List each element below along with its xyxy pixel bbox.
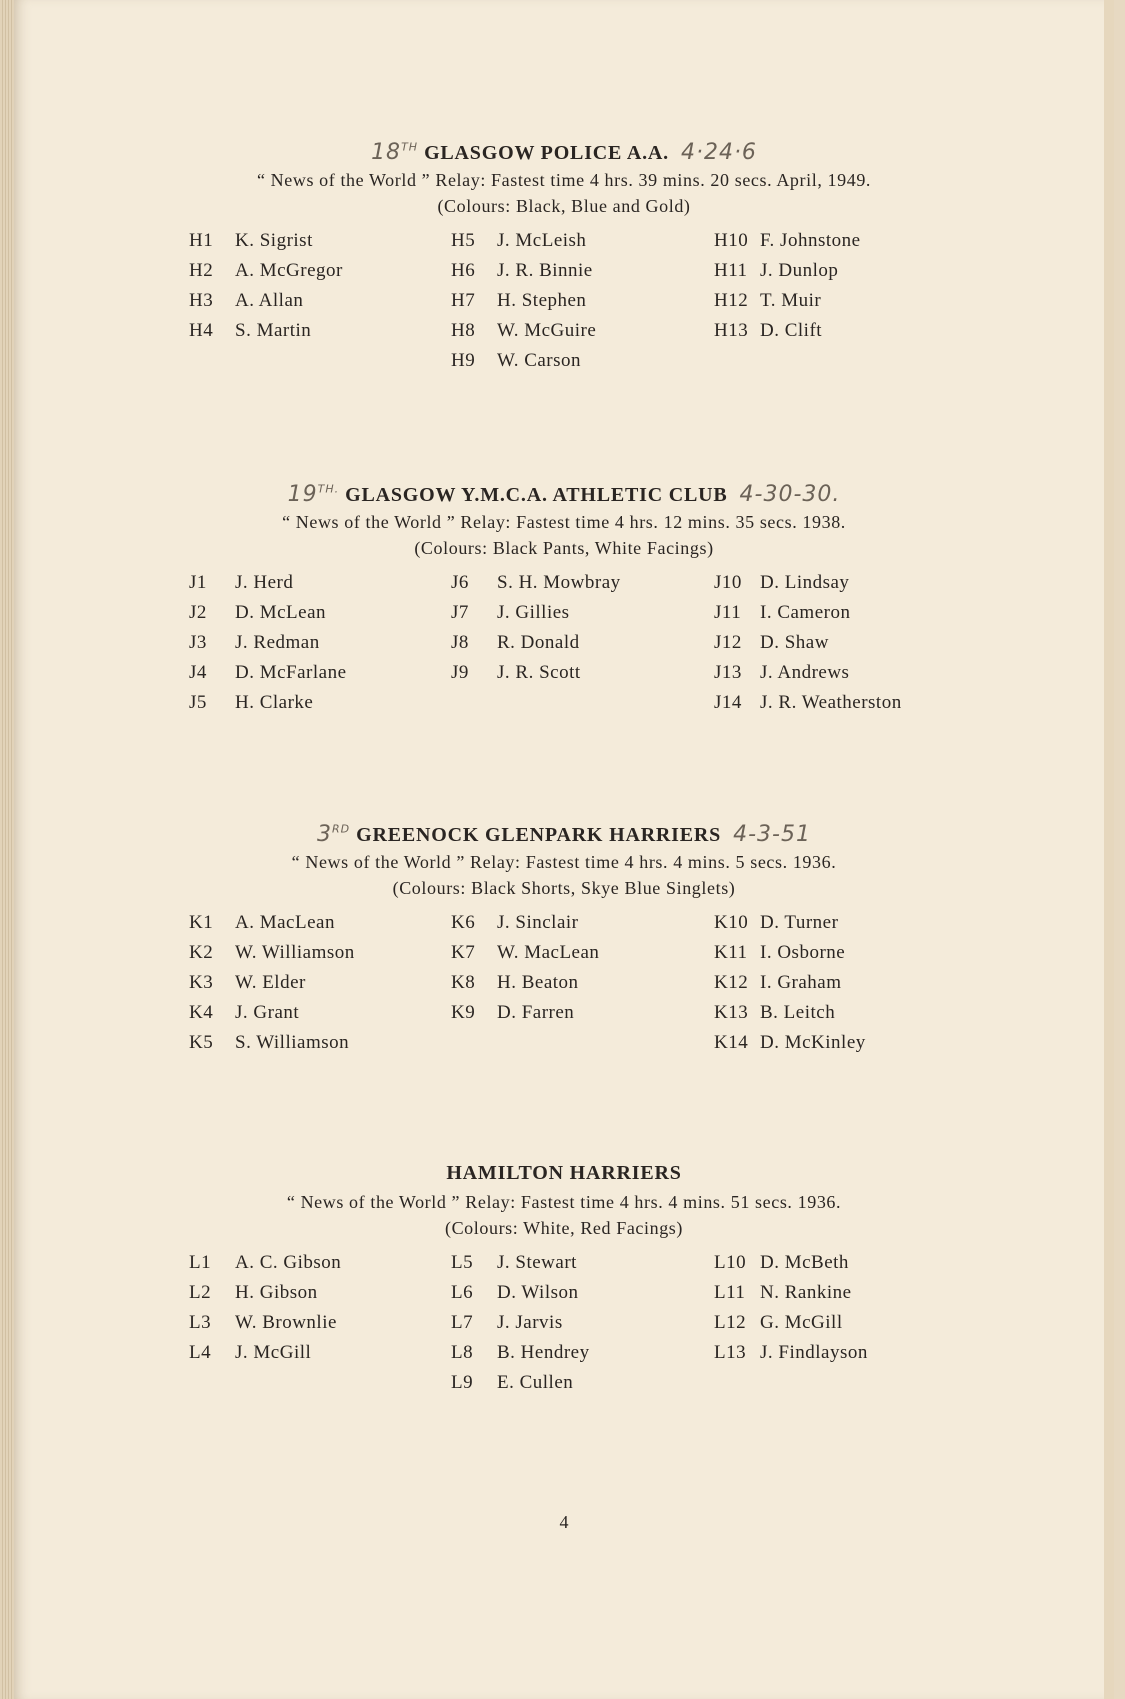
runner-number: K13 bbox=[714, 1002, 749, 1023]
runner-column bbox=[189, 1248, 341, 1368]
runner-name: H. Beaton bbox=[497, 972, 579, 993]
runner-number: K3 bbox=[189, 972, 214, 993]
runner-entry bbox=[451, 908, 599, 938]
runner-number: H11 bbox=[714, 260, 748, 281]
runner-column bbox=[714, 1248, 868, 1368]
club-colours: (Colours: Black Pants, White Facings) bbox=[414, 538, 714, 558]
runner-name: A. McGregor bbox=[235, 260, 343, 281]
runner-number: L6 bbox=[451, 1282, 474, 1303]
club-heading bbox=[14, 140, 1114, 168]
relay-record: “ News of the World ” Relay: Fastest time 4 hrs. 4 mins. 51 secs. 1936. bbox=[286, 1192, 842, 1212]
club-heading bbox=[14, 822, 1114, 850]
runner-entry bbox=[189, 1278, 341, 1308]
handwritten-time: 4·24·6 bbox=[680, 140, 757, 165]
runner-column bbox=[451, 1248, 590, 1398]
runner-name: J. R. Weatherston bbox=[760, 692, 902, 713]
runner-number: J2 bbox=[189, 602, 207, 623]
runner-entry bbox=[189, 968, 355, 998]
runner-number: J4 bbox=[189, 662, 207, 683]
runner-name: W. Carson bbox=[497, 350, 582, 371]
runner-column bbox=[451, 226, 596, 376]
runner-number: J12 bbox=[714, 632, 742, 653]
runner-number: J8 bbox=[451, 632, 469, 653]
runner-number: H6 bbox=[451, 260, 476, 281]
runner-name: D. Farren bbox=[497, 1002, 575, 1023]
runner-number: K1 bbox=[189, 912, 214, 933]
runner-name: B. Hendrey bbox=[497, 1342, 590, 1363]
relay-record: “ News of the World ” Relay: Fastest time 4 hrs. 12 mins. 35 secs. 1938. bbox=[282, 512, 846, 532]
runner-name: A. Allan bbox=[235, 290, 304, 311]
runner-entry bbox=[189, 598, 347, 628]
runner-entry bbox=[451, 628, 621, 658]
runner-entry bbox=[189, 908, 355, 938]
placing-suffix: TH. bbox=[317, 482, 340, 496]
runner-number: K10 bbox=[714, 912, 749, 933]
club-name: HAMILTON HARRIERS bbox=[446, 1162, 682, 1184]
runner-name: J. McGill bbox=[235, 1342, 312, 1363]
runner-entry bbox=[451, 226, 596, 256]
runner-number: L5 bbox=[451, 1252, 474, 1273]
runner-number: H9 bbox=[451, 350, 476, 371]
runner-number: K6 bbox=[451, 912, 476, 933]
runner-name: I. Cameron bbox=[760, 602, 851, 623]
runner-name: D. McBeth bbox=[760, 1252, 849, 1273]
runner-number: K8 bbox=[451, 972, 476, 993]
runner-number: H10 bbox=[714, 230, 749, 251]
runner-grid bbox=[14, 908, 1114, 1058]
runner-column bbox=[714, 568, 902, 718]
runner-name: D. Lindsay bbox=[760, 572, 850, 593]
club-colours: (Colours: Black Shorts, Skye Blue Singlets) bbox=[392, 878, 736, 898]
runner-entry bbox=[189, 1308, 341, 1338]
runner-entry bbox=[714, 286, 861, 316]
runner-number: L3 bbox=[189, 1312, 212, 1333]
runner-entry bbox=[189, 628, 347, 658]
runner-name: E. Cullen bbox=[497, 1372, 574, 1393]
book-binding bbox=[0, 0, 14, 1699]
runner-number: H1 bbox=[189, 230, 214, 251]
handwritten-placing bbox=[317, 822, 350, 847]
runner-name: D. Shaw bbox=[760, 632, 829, 653]
club-heading bbox=[14, 1162, 1114, 1190]
runner-name: J. Jarvis bbox=[497, 1312, 563, 1333]
runner-name: I. Osborne bbox=[760, 942, 846, 963]
placing-number: 19 bbox=[287, 482, 318, 507]
club-name: GLASGOW POLICE A.A. bbox=[424, 142, 669, 164]
runner-number: L2 bbox=[189, 1282, 212, 1303]
runner-entry bbox=[189, 1248, 341, 1278]
placing-suffix: RD bbox=[332, 822, 351, 836]
runner-name: H. Stephen bbox=[497, 290, 587, 311]
runner-entry bbox=[714, 628, 902, 658]
runner-number: J13 bbox=[714, 662, 742, 683]
runner-entry bbox=[451, 968, 599, 998]
runner-number: L11 bbox=[714, 1282, 746, 1303]
runner-number: J5 bbox=[189, 692, 207, 713]
runner-name: J. Herd bbox=[235, 572, 294, 593]
runner-entry bbox=[189, 658, 347, 688]
runner-entry bbox=[714, 598, 902, 628]
runner-entry bbox=[451, 346, 596, 376]
runner-column bbox=[714, 908, 866, 1058]
runner-entry bbox=[714, 316, 861, 346]
runner-name: D. McFarlane bbox=[235, 662, 347, 683]
runner-entry bbox=[714, 1338, 868, 1368]
club-name: GLASGOW Y.M.C.A. ATHLETIC CLUB bbox=[345, 484, 728, 506]
runner-grid bbox=[14, 1248, 1114, 1398]
runner-name: W. Elder bbox=[235, 972, 306, 993]
runner-number: K9 bbox=[451, 1002, 476, 1023]
placing-number: 3 bbox=[317, 822, 333, 847]
runner-number: J10 bbox=[714, 572, 742, 593]
runner-number: J14 bbox=[714, 692, 742, 713]
runner-name: J. Grant bbox=[235, 1002, 300, 1023]
club-section bbox=[14, 1162, 1114, 1398]
runner-entry bbox=[714, 658, 902, 688]
runner-entry bbox=[189, 998, 355, 1028]
runner-number: K12 bbox=[714, 972, 749, 993]
runner-entry bbox=[451, 256, 596, 286]
runner-name: J. R. Binnie bbox=[497, 260, 593, 281]
runner-entry bbox=[451, 1368, 590, 1398]
runner-number: L1 bbox=[189, 1252, 212, 1273]
runner-name: J. Dunlop bbox=[760, 260, 839, 281]
runner-entry bbox=[451, 1278, 590, 1308]
runner-entry bbox=[451, 658, 621, 688]
runner-entry bbox=[451, 598, 621, 628]
runner-number: H4 bbox=[189, 320, 214, 341]
runner-name: G. McGill bbox=[760, 1312, 843, 1333]
runner-name: J. Andrews bbox=[760, 662, 850, 683]
runner-number: K4 bbox=[189, 1002, 214, 1023]
club-section bbox=[14, 482, 1114, 718]
runner-number: J11 bbox=[714, 602, 742, 623]
runner-name: W. MacLean bbox=[497, 942, 600, 963]
runner-number: H13 bbox=[714, 320, 749, 341]
runner-number: J7 bbox=[451, 602, 469, 623]
runner-entry bbox=[714, 998, 866, 1028]
club-colours: (Colours: Black, Blue and Gold) bbox=[437, 196, 691, 216]
runner-number: H8 bbox=[451, 320, 476, 341]
runner-name: D. Clift bbox=[760, 320, 823, 341]
runner-number: L10 bbox=[714, 1252, 747, 1273]
runner-entry bbox=[714, 688, 902, 718]
handwritten-time: 4-3-51 bbox=[733, 822, 811, 847]
runner-number: J9 bbox=[451, 662, 469, 683]
runner-number: H12 bbox=[714, 290, 749, 311]
runner-number: L4 bbox=[189, 1342, 212, 1363]
club-name: GREENOCK GLENPARK HARRIERS bbox=[356, 824, 722, 846]
runner-name: D. Turner bbox=[760, 912, 839, 933]
runner-number: L9 bbox=[451, 1372, 474, 1393]
runner-number: K5 bbox=[189, 1032, 214, 1053]
runner-entry bbox=[714, 1028, 866, 1058]
runner-entry bbox=[714, 968, 866, 998]
programme-page bbox=[14, 0, 1114, 1699]
runner-entry bbox=[451, 1248, 590, 1278]
runner-entry bbox=[714, 1308, 868, 1338]
runner-name: J. McLeish bbox=[497, 230, 587, 251]
runner-number: K7 bbox=[451, 942, 476, 963]
runner-entry bbox=[189, 938, 355, 968]
runner-name: J. Sinclair bbox=[497, 912, 579, 933]
runner-name: J. Redman bbox=[235, 632, 320, 653]
runner-name: A. MacLean bbox=[235, 912, 335, 933]
runner-number: K14 bbox=[714, 1032, 749, 1053]
runner-name: B. Leitch bbox=[760, 1002, 836, 1023]
runner-name: J. Gillies bbox=[497, 602, 570, 623]
runner-column bbox=[189, 226, 343, 346]
runner-number: J6 bbox=[451, 572, 469, 593]
runner-entry bbox=[451, 1308, 590, 1338]
runner-name: S. Williamson bbox=[235, 1032, 350, 1053]
handwritten-placing bbox=[371, 140, 418, 165]
runner-name: D. McKinley bbox=[760, 1032, 866, 1053]
runner-name: S. Martin bbox=[235, 320, 312, 341]
runner-name: S. H. Mowbray bbox=[497, 572, 621, 593]
club-section bbox=[14, 140, 1114, 376]
runner-number: H7 bbox=[451, 290, 476, 311]
runner-name: J. R. Scott bbox=[497, 662, 581, 683]
runner-name: W. McGuire bbox=[497, 320, 597, 341]
runner-name: I. Graham bbox=[760, 972, 842, 993]
handwritten-time: 4-30-30. bbox=[739, 482, 841, 507]
runner-number: J1 bbox=[189, 572, 207, 593]
runner-number: L12 bbox=[714, 1312, 747, 1333]
runner-number: L8 bbox=[451, 1342, 474, 1363]
runner-entry bbox=[714, 908, 866, 938]
runner-name: A. C. Gibson bbox=[235, 1252, 342, 1273]
runner-name: D. McLean bbox=[235, 602, 327, 623]
runner-number: H2 bbox=[189, 260, 214, 281]
runner-number: L7 bbox=[451, 1312, 474, 1333]
runner-number: H5 bbox=[451, 230, 476, 251]
club-colours: (Colours: White, Red Facings) bbox=[444, 1218, 684, 1238]
runner-entry bbox=[451, 568, 621, 598]
runner-name: J. Findlayson bbox=[760, 1342, 868, 1363]
runner-grid bbox=[14, 226, 1114, 376]
handwritten-placing bbox=[288, 482, 340, 507]
runner-entry bbox=[189, 688, 347, 718]
runner-number: H3 bbox=[189, 290, 214, 311]
runner-number: K2 bbox=[189, 942, 214, 963]
runner-entry bbox=[189, 286, 343, 316]
runner-name: W. Brownlie bbox=[235, 1312, 337, 1333]
runner-entry bbox=[451, 1338, 590, 1368]
runner-entry bbox=[189, 226, 343, 256]
runner-entry bbox=[714, 256, 861, 286]
runner-name: H. Clarke bbox=[235, 692, 314, 713]
club-section bbox=[14, 822, 1114, 1058]
runner-entry bbox=[451, 286, 596, 316]
runner-number: J3 bbox=[189, 632, 207, 653]
runner-name: N. Rankine bbox=[760, 1282, 852, 1303]
runner-column bbox=[714, 226, 861, 346]
runner-entry bbox=[189, 1338, 341, 1368]
relay-record: “ News of the World ” Relay: Fastest time 4 hrs. 39 mins. 20 secs. April, 1949. bbox=[256, 170, 872, 190]
runner-entry bbox=[714, 226, 861, 256]
runner-column bbox=[451, 568, 621, 688]
runner-number: K11 bbox=[714, 942, 748, 963]
runner-entry bbox=[714, 1278, 868, 1308]
runner-name: H. Gibson bbox=[235, 1282, 318, 1303]
runner-number: L13 bbox=[714, 1342, 747, 1363]
runner-entry bbox=[189, 1028, 355, 1058]
runner-column bbox=[189, 568, 347, 718]
runner-entry bbox=[451, 316, 596, 346]
runner-name: F. Johnstone bbox=[760, 230, 861, 251]
runner-entry bbox=[714, 568, 902, 598]
runner-name: K. Sigrist bbox=[235, 230, 313, 251]
runner-entry bbox=[451, 998, 599, 1028]
runner-column bbox=[189, 908, 355, 1058]
runner-column bbox=[451, 908, 599, 1028]
runner-name: W. Williamson bbox=[235, 942, 355, 963]
runner-name: T. Muir bbox=[760, 290, 822, 311]
runner-name: J. Stewart bbox=[497, 1252, 577, 1273]
runner-entry bbox=[451, 938, 599, 968]
runner-entry bbox=[714, 938, 866, 968]
runner-entry bbox=[189, 316, 343, 346]
placing-suffix: TH bbox=[401, 140, 419, 154]
page-number: 4 bbox=[559, 1512, 569, 1532]
runner-name: D. Wilson bbox=[497, 1282, 579, 1303]
runner-entry bbox=[714, 1248, 868, 1278]
runner-entry bbox=[189, 568, 347, 598]
runner-name: R. Donald bbox=[497, 632, 580, 653]
club-heading bbox=[14, 482, 1114, 510]
relay-record: “ News of the World ” Relay: Fastest time 4 hrs. 4 mins. 5 secs. 1936. bbox=[291, 852, 837, 872]
runner-grid bbox=[14, 568, 1114, 718]
placing-number: 18 bbox=[371, 140, 402, 165]
runner-entry bbox=[189, 256, 343, 286]
